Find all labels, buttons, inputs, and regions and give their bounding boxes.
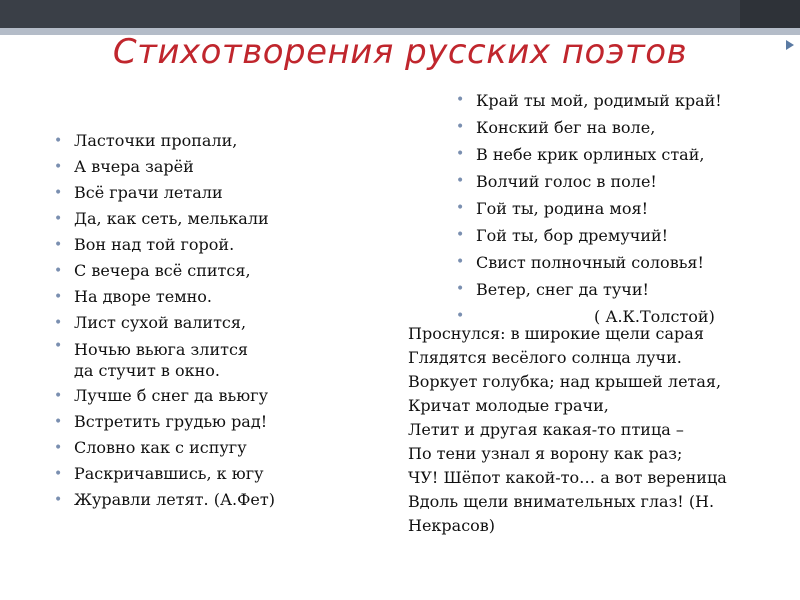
bullet-icon: • bbox=[54, 133, 63, 149]
list-item: • Край ты мой, родимый край! bbox=[450, 87, 780, 114]
top-bar bbox=[0, 0, 800, 28]
poem-line: ЧУ! Шёпот какой-то… а вот вереница bbox=[408, 468, 727, 487]
bullet-icon: • bbox=[54, 159, 63, 175]
list-item: • Гой ты, родина моя! bbox=[450, 195, 780, 222]
list-item: • Журавли летят. (А.Фет) bbox=[48, 487, 378, 513]
list-item: • Гой ты, бор дремучий! bbox=[450, 222, 780, 249]
bullet-icon: • bbox=[54, 414, 63, 430]
bullet-icon: • bbox=[54, 388, 63, 404]
poem-line: Глядятся весёлого солнца лучи. bbox=[408, 348, 682, 367]
bullet-icon: • bbox=[54, 492, 63, 508]
page-title: Стихотворения русских поэтов bbox=[112, 32, 688, 72]
bullet-icon: • bbox=[54, 338, 63, 354]
list-item: • Словно как с испугу bbox=[48, 435, 378, 461]
list-item: • Всё грачи летали bbox=[48, 180, 378, 206]
bullet-icon: • bbox=[54, 289, 63, 305]
bullet-icon: • bbox=[54, 466, 63, 482]
list-item: • Конский бег на воле, bbox=[450, 114, 780, 141]
list-item: • Ночью вьюга злится да стучит в окно. bbox=[54, 338, 249, 380]
bullet-icon: • bbox=[54, 315, 63, 331]
list-item: • Ласточки пропали, bbox=[48, 128, 378, 154]
poem-line: Летит и другая какая-то птица – bbox=[408, 420, 684, 439]
bullet-icon: • bbox=[456, 119, 465, 135]
author-attribution: ( А.К.Толстой) bbox=[594, 307, 715, 326]
bullet-icon: • bbox=[54, 237, 63, 253]
bullet-icon: • bbox=[456, 308, 465, 324]
list-item: • На дворе темно. bbox=[48, 284, 378, 310]
list-item: • Раскричавшись, к югу bbox=[48, 461, 378, 487]
top-bar-corner bbox=[740, 0, 800, 28]
fet-poem-list bbox=[48, 128, 378, 513]
list-item: • Лучше б снег да вьюгу bbox=[48, 383, 378, 409]
bullet-icon: • bbox=[456, 200, 465, 216]
tolstoy-poem-list bbox=[450, 87, 780, 330]
bullet-icon: • bbox=[54, 211, 63, 227]
list-item: • Вон над той горой. bbox=[48, 232, 378, 258]
list-item: • Да, как сеть, мелькали bbox=[48, 206, 378, 232]
poem-line: Некрасов) bbox=[408, 516, 496, 535]
bullet-icon: • bbox=[456, 227, 465, 243]
list-item: • Ветер, снег да тучи! bbox=[450, 276, 780, 303]
bullet-icon: • bbox=[54, 440, 63, 456]
bullet-icon: • bbox=[456, 281, 465, 297]
poem-line: Проснулся: в широкие щели сарая bbox=[408, 324, 704, 343]
nekrasov-poem bbox=[408, 322, 788, 538]
poem-line: Кричат молодые грачи, bbox=[408, 396, 609, 415]
bullet-icon: • bbox=[456, 146, 465, 162]
bullet-icon: • bbox=[54, 263, 63, 279]
list-item: • Лист сухой валится, bbox=[48, 310, 378, 336]
bullet-icon: • bbox=[54, 185, 63, 201]
list-item: • Свист полночный соловья! bbox=[450, 249, 780, 276]
poem-line: Вдоль щели внимательных глаз! (Н. bbox=[408, 492, 715, 511]
list-item: • С вечера всё спится, bbox=[48, 258, 378, 284]
poem-line: По тени узнал я ворону как раз; bbox=[408, 444, 683, 463]
bullet-icon: • bbox=[456, 254, 465, 270]
list-item: • А вчера зарёй bbox=[48, 154, 378, 180]
bullet-icon: • bbox=[456, 173, 465, 189]
bullet-icon: • bbox=[456, 92, 465, 108]
list-item: • Встретить грудью рад! bbox=[48, 409, 378, 435]
poem-line: Воркует голубка; над крышей летая, bbox=[408, 372, 722, 391]
list-item: • В небе крик орлиных стай, bbox=[450, 141, 780, 168]
list-item: • Волчий голос в поле! bbox=[450, 168, 780, 195]
